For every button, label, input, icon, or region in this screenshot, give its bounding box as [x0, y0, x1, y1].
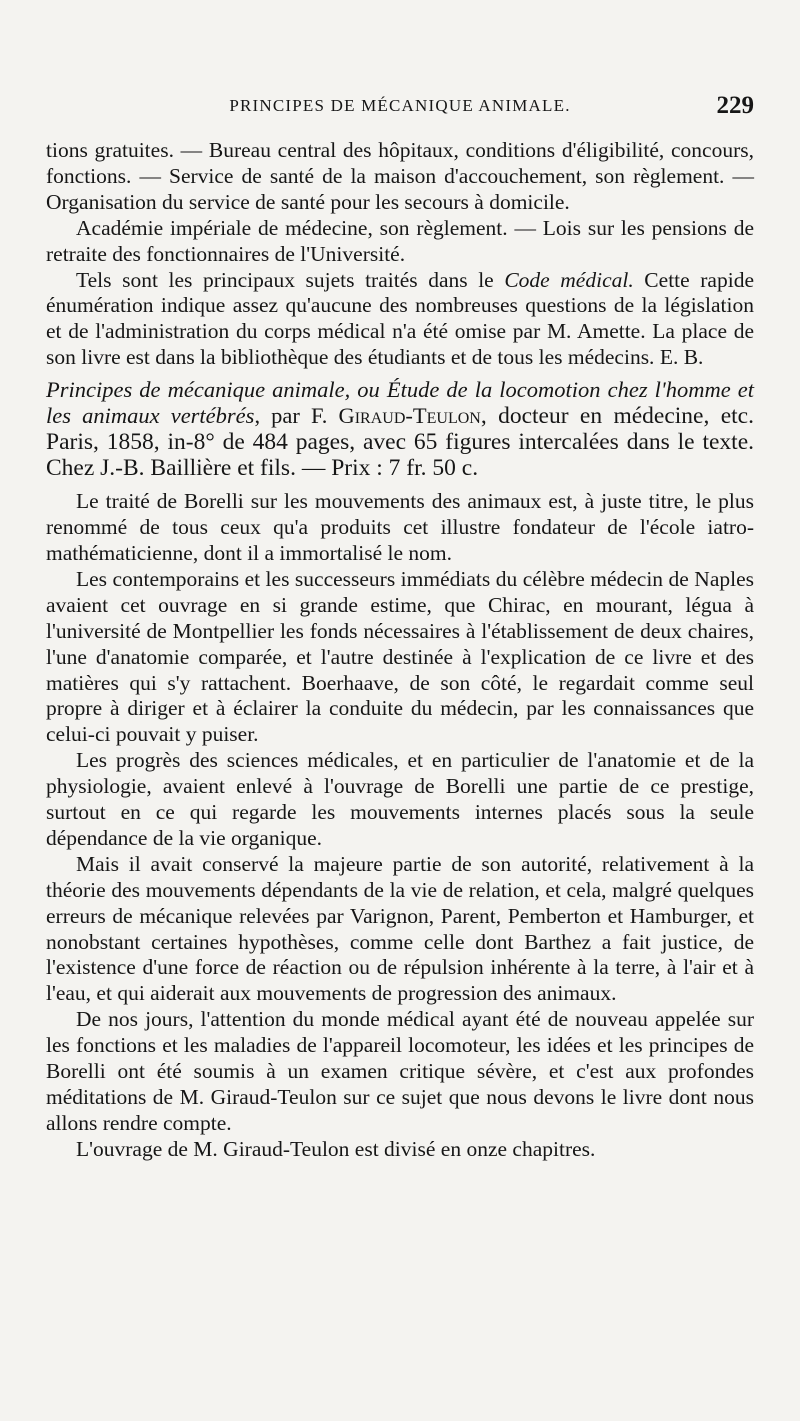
page-number: 229	[716, 92, 754, 119]
body-paragraph-5: De nos jours, l'attention du monde médical ayant été de nouveau appelée sur les fonctions et les maladies de l'appareil locomoteur, les idées et les principes de Borelli ont été soumis à un examen critique sévère, et c'est aux profondes méditations de M. Giraud-Teulon sur ce sujet que nous devons le livre dont nous allons rendre compte.	[46, 1007, 754, 1135]
body-paragraph-1: Le traité de Borelli sur les mouvements des animaux est, à juste titre, le plus renommé de tous ceux qu'a produits cet illustre fondateur de l'école iatro-mathématicienne, dont il a immortalisé le nom.	[46, 489, 754, 565]
intro-paragraph-3-start: Tels sont les principaux sujets traités dans le	[76, 267, 505, 292]
intro-paragraph-3	[46, 268, 754, 372]
book-author: Giraud-Teulon	[338, 403, 481, 429]
review-signature: E. B.	[659, 345, 704, 370]
page-text	[46, 138, 754, 1163]
code-medical-title: Code médical.	[504, 267, 634, 292]
book-citation: , docteur en médecine, etc. Paris, 1858, in-8° de 484 pages, avec 65 figures intercalées dans le texte. Chez J.-B. Baillière et fils. — Prix : 7 fr. 50 c.	[46, 403, 754, 482]
section-gap	[46, 481, 754, 489]
intro-paragraph-3-end: Cette rapide énumération indique assez qu'aucune des nombreuses questions de la législation et de l'administration du corps médical n'a été omise par M. Amette. La place de son livre est dans la bibliothèque des étudiants et de tous les médecins.	[46, 267, 754, 370]
body-paragraph-2: Les contemporains et les successeurs immédiats du célèbre médecin de Naples avaient cet ouvrage en si grande estime, que Chirac, en mourant, légua à l'université de Montpellier les fonds nécessaires à l'établissement de deux chaires, l'une d'anatomie comparée, et l'autre destinée à l'explication de ce livre et des matières qui s'y rattachent. Boerhaave, de son côté, le regardait comme seul propre à diriger et à éclairer la conduite du médecin, par les connaissances que celui-ci pouvait y puiser.	[46, 566, 754, 747]
intro-paragraph-1: tions gratuites. — Bureau central des hôpitaux, conditions d'éligibilité, concours, fonctions. — Service de santé de la maison d'accouchement, son règlement. — Organisation du service de santé pour les secours à domicile.	[46, 138, 754, 214]
running-head: PRINCIPES DE MÉCANIQUE ANIMALE.	[229, 96, 571, 115]
book-title: Principes de mécanique animale, ou Étude de la locomotion chez l'homme et les animaux vertébrés	[46, 377, 754, 429]
page-header	[46, 92, 754, 122]
intro-paragraph-2: Académie impériale de médecine, son règlement. — Lois sur les pensions de retraite des fonctionnaires de l'Université.	[46, 215, 754, 266]
body-paragraph-3: Les progrès des sciences médicales, et en particulier de l'anatomie et de la physiologie, avaient enlevé à l'ouvrage de Borelli une partie de ce prestige, surtout en ce qui regarde les mouvements internes placés sous la seule dépendance de la vie organique.	[46, 748, 754, 850]
review-by: , par F.	[254, 403, 339, 429]
body-paragraph-6: L'ouvrage de M. Giraud-Teulon est divisé en onze chapitres.	[76, 1136, 596, 1161]
review-heading	[46, 377, 754, 481]
body-paragraph-4: Mais il avait conservé la majeure partie de son autorité, relativement à la théorie des mouvements dépendants de la vie de relation, et cela, malgré quelques erreurs de mécanique relevées par Varignon, Parent, Pemberton et Hamburger, et nonobstant certaines hypothèses, comme celle dont Barthez a fait justice, de l'existence d'une force de réaction ou de répulsion inhérente à la terre, à l'air et à l'eau, et qui aiderait aux mouvements de progression des animaux.	[46, 851, 754, 1006]
